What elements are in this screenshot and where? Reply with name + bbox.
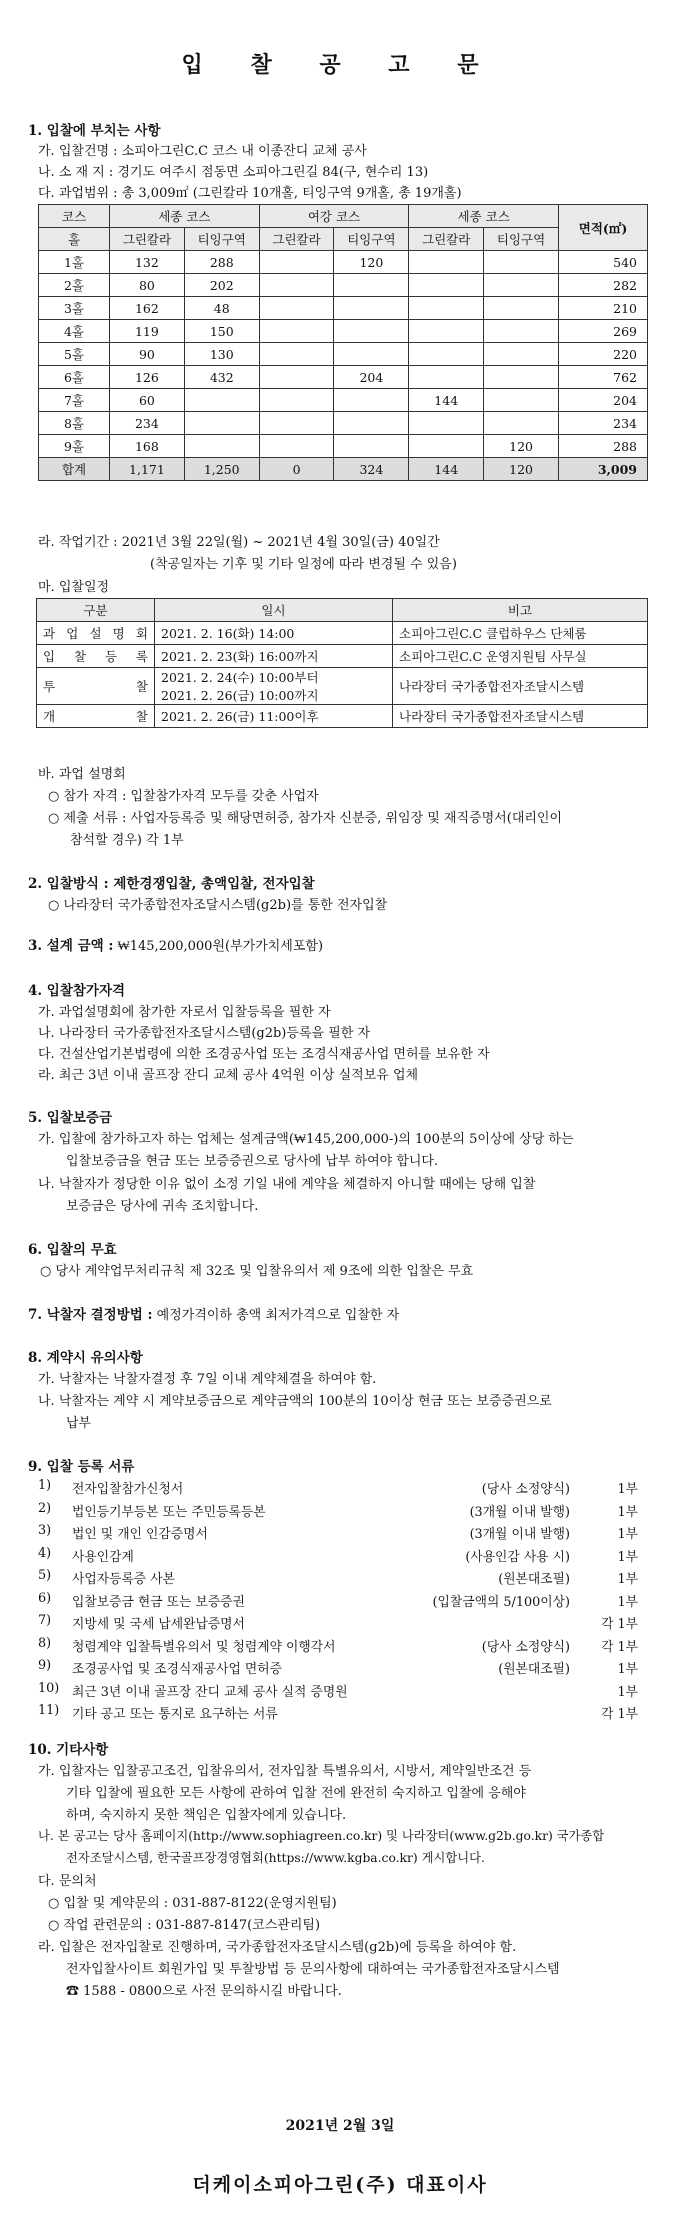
s6-line: ○ 당사 계약업무처리규칙 제 32조 및 입찰유의서 제 9조에 의한 입찰은 무효 xyxy=(40,1264,474,1279)
s5-item: 나. 낙찰자가 정당한 이유 없이 소정 기일 내에 계약을 체결하지 아니할 때에는 당해 입찰 xyxy=(38,1177,536,1192)
table-cell: 204 xyxy=(334,366,409,389)
section-7-heading: 7. 낙찰자 결정방법 : xyxy=(28,1307,153,1323)
schedule-type-char: 개 xyxy=(43,709,56,724)
hole-label: 3홀 xyxy=(39,297,110,320)
schedule-datetime xyxy=(155,705,393,728)
s4-item: 라. 최근 3년 이내 골프장 잔디 교체 공사 4억원 이상 실적보유 업체 xyxy=(38,1068,419,1083)
s10-line: 기타 입찰에 필요한 모든 사항에 관하여 입찰 전에 완전히 숙지하고 입찰에 응해야 xyxy=(66,1786,526,1801)
s10-line: 라. 입찰은 전자입찰로 진행하며, 국가종합전자조달시스템(g2b)에 등록을 하여야 함. xyxy=(38,1940,517,1955)
document-note: (당사 소정양식) xyxy=(481,1639,570,1655)
schedule-datetime-line: 2021. 2. 26(금) 10:00까지 xyxy=(161,688,319,703)
award-method: 예정가격이하 총액 최저가격으로 입찰한 자 xyxy=(152,1308,400,1323)
section-8-heading: 8. 계약시 유의사항 xyxy=(28,1350,143,1366)
document-number: 11) xyxy=(38,1703,60,1718)
document-item xyxy=(38,1568,638,1588)
table-cell xyxy=(259,435,334,458)
table-cell xyxy=(334,435,409,458)
th-tee: 티잉구역 xyxy=(484,228,559,251)
document-note: (3개월 이내 발행) xyxy=(469,1527,570,1542)
document-title: 조경공사업 및 조경식재공사업 면허증 xyxy=(72,1662,282,1677)
schedule-note: 소피아그린C.C 운영지원팀 사무실 xyxy=(393,645,648,668)
area-cell: 540 xyxy=(559,251,648,274)
section-7 xyxy=(28,1303,399,1323)
schedule-type-char: 명 xyxy=(112,626,125,641)
area-cell: 234 xyxy=(559,412,648,435)
document-quantity: 1부 xyxy=(617,1504,638,1520)
schedule-table xyxy=(36,598,648,728)
document-number: 9) xyxy=(38,1658,52,1673)
table-cell xyxy=(184,389,259,412)
table-cell xyxy=(409,251,484,274)
table-cell: 126 xyxy=(110,366,185,389)
s5-item-cont: 보증금은 당사에 귀속 조치합니다. xyxy=(66,1199,259,1214)
page-title: 입 찰 공 고 문 xyxy=(181,52,499,78)
table-cell xyxy=(484,366,559,389)
table-cell xyxy=(484,412,559,435)
table-cell: 132 xyxy=(110,251,185,274)
table-cell: 168 xyxy=(110,435,185,458)
document-quantity: 1부 xyxy=(617,1684,638,1700)
document-title: 사용인감계 xyxy=(72,1549,134,1565)
sum-cell: 120 xyxy=(484,458,559,481)
document-title: 최근 3년 이내 골프장 잔디 교체 공사 실적 증명원 xyxy=(72,1684,348,1700)
document-number: 8) xyxy=(38,1635,52,1651)
s1-work-period: 라. 작업기간 : 2021년 3월 22일(월) ~ 2021년 4월 30일(금) 40일간 xyxy=(38,535,440,550)
document-number: 3) xyxy=(38,1523,52,1538)
table-cell: 119 xyxy=(110,320,185,343)
company-signature: 더케이소피아그린(주) 대표이사 xyxy=(192,2174,488,2196)
section-1-heading: 1. 입찰에 부치는 사항 xyxy=(28,123,161,139)
table-cell xyxy=(184,435,259,458)
announcement-date: 2021년 2월 3일 xyxy=(285,2118,395,2134)
sum-label: 합계 xyxy=(39,458,110,481)
s2-line: ○ 나라장터 국가종합전자조달시스템(g2b)를 통한 전자입찰 xyxy=(48,898,388,913)
document-quantity: 1부 xyxy=(617,1662,638,1677)
table-cell xyxy=(409,343,484,366)
document-item xyxy=(38,1636,638,1656)
table-row xyxy=(39,366,648,389)
table-cell xyxy=(484,389,559,412)
hole-label: 7홀 xyxy=(39,389,110,412)
table-cell xyxy=(259,251,334,274)
s1-scope: 다. 과업범위 : 총 3,009㎡ (그린칼라 10개홀, 티잉구역 9개홀, 총 19개홀) xyxy=(38,186,462,201)
table-cell: 144 xyxy=(409,389,484,412)
area-cell: 269 xyxy=(559,320,648,343)
schedule-type xyxy=(37,645,155,668)
s8-item-cont: 납부 xyxy=(66,1416,92,1431)
sum-cell: 0 xyxy=(259,458,334,481)
schedule-datetime-line: 2021. 2. 26(금) 11:00이후 xyxy=(161,709,319,724)
table-cell xyxy=(484,274,559,297)
hole-label: 2홀 xyxy=(39,274,110,297)
s10-line: 전자조달시스템, 한국골프장경영협회(https://www.kgba.co.kr) 게시합니다. xyxy=(66,1851,485,1865)
s5-item: 가. 입찰에 참가하고자 하는 업체는 설계금액(₩145,200,000-)의 100분의 5이상에 상당 하는 xyxy=(38,1132,574,1147)
area-cell: 288 xyxy=(559,435,648,458)
hole-label: 8홀 xyxy=(39,412,110,435)
schedule-type-char: 찰 xyxy=(135,709,148,724)
document-title: 법인 및 개인 인감증명서 xyxy=(72,1527,208,1542)
schedule-datetime xyxy=(155,622,393,645)
schedule-row xyxy=(37,622,648,645)
s4-item: 나. 나라장터 국가종합전자조달시스템(g2b)등록을 필한 자 xyxy=(38,1026,370,1041)
table-cell: 80 xyxy=(110,274,185,297)
document-note: (사용인감 사용 시) xyxy=(465,1549,570,1565)
table-row xyxy=(39,320,648,343)
document-title: 입찰보증금 현금 또는 보증증권 xyxy=(72,1594,245,1610)
table-row xyxy=(39,343,648,366)
s10-line: 가. 입찰자는 입찰공고조건, 입찰유의서, 전자입찰 특별유의서, 시방서, 계약일반조건 등 xyxy=(38,1764,532,1779)
s5-item-cont: 입찰보증금을 현금 또는 보증증권으로 당사에 납부 하여야 합니다. xyxy=(66,1154,439,1169)
document-note: (입찰금액의 5/100이상) xyxy=(432,1594,570,1610)
table-cell xyxy=(484,297,559,320)
table-cell xyxy=(259,274,334,297)
table-cell: 234 xyxy=(110,412,185,435)
table-row xyxy=(39,251,648,274)
hole-label: 1홀 xyxy=(39,251,110,274)
sched-h-note: 비고 xyxy=(393,599,648,622)
th-green: 그린칼라 xyxy=(110,228,185,251)
s8-item: 나. 낙찰자는 계약 시 계약보증금으로 계약금액의 100분의 10이상 현금 또는 보증증권으로 xyxy=(38,1394,552,1409)
table-row xyxy=(39,435,648,458)
section-6-heading: 6. 입찰의 무효 xyxy=(28,1242,117,1258)
table-cell xyxy=(334,412,409,435)
schedule-type xyxy=(37,622,155,645)
document-item xyxy=(38,1501,638,1521)
table-row xyxy=(39,389,648,412)
table-cell xyxy=(259,366,334,389)
document-number: 5) xyxy=(38,1568,52,1583)
s10-line: 하며, 숙지하지 못한 책임은 입찰자에게 있습니다. xyxy=(66,1808,347,1823)
document-quantity: 각 1부 xyxy=(601,1707,638,1722)
sum-cell: 1,171 xyxy=(110,458,185,481)
table-cell xyxy=(259,320,334,343)
document-item xyxy=(38,1546,638,1566)
s10-line: 나. 본 공고는 당사 홈페이지(http://www.sophiagreen.co.kr) 및 나라장터(www.g2b.go.kr) 국가종합 xyxy=(38,1829,605,1843)
th-group-1: 세종 코스 xyxy=(110,205,260,228)
th-group-2: 여강 코스 xyxy=(259,205,409,228)
table-row xyxy=(39,274,648,297)
table-row xyxy=(39,412,648,435)
hole-label: 5홀 xyxy=(39,343,110,366)
document-number: 2) xyxy=(38,1500,52,1516)
document-note: (원본대조필) xyxy=(498,1572,570,1587)
table-cell: 60 xyxy=(110,389,185,412)
s1-schedule-heading: 마. 입찰일정 xyxy=(38,580,110,595)
table-cell: 288 xyxy=(184,251,259,274)
table-cell xyxy=(334,297,409,320)
th-area: 면적(㎡) xyxy=(559,205,648,251)
table-cell xyxy=(484,343,559,366)
document-item xyxy=(38,1478,638,1498)
schedule-datetime-line: 2021. 2. 23(화) 16:00까지 xyxy=(161,649,319,664)
document-item xyxy=(38,1523,638,1543)
design-amount: ₩145,200,000원(부가가치세포함) xyxy=(113,939,324,954)
schedule-datetime xyxy=(155,645,393,668)
area-cell: 204 xyxy=(559,389,648,412)
document-number: 7) xyxy=(38,1613,52,1628)
document-title: 사업자등록증 사본 xyxy=(72,1572,175,1587)
s1-briefing-qualification: ○ 참가 자격 : 입찰참가자격 모두를 갖춘 사업자 xyxy=(48,789,319,804)
document-quantity: 1부 xyxy=(617,1549,638,1565)
area-cell: 762 xyxy=(559,366,648,389)
sum-cell: 324 xyxy=(334,458,409,481)
area-cell: 282 xyxy=(559,274,648,297)
document-item xyxy=(38,1681,638,1701)
document-quantity: 각 1부 xyxy=(601,1617,638,1632)
document-quantity: 1부 xyxy=(617,1594,638,1610)
section-4-heading: 4. 입찰참가자격 xyxy=(28,983,126,999)
table-cell: 432 xyxy=(184,366,259,389)
section-10-heading: 10. 기타사항 xyxy=(28,1742,109,1758)
schedule-type-char: 입 xyxy=(43,649,56,664)
sched-h-datetime: 일시 xyxy=(155,599,393,622)
s1-location: 나. 소 재 지 : 경기도 여주시 점동면 소피아그린길 84(구, 현수리 13) xyxy=(38,165,429,180)
table-cell xyxy=(409,412,484,435)
table-cell xyxy=(184,412,259,435)
document-quantity: 1부 xyxy=(617,1527,638,1542)
s4-item: 다. 건설산업기본법령에 의한 조경공사업 또는 조경식재공사업 면허를 보유한 자 xyxy=(38,1047,490,1062)
table-cell: 48 xyxy=(184,297,259,320)
th-tee: 티잉구역 xyxy=(334,228,409,251)
hole-label: 9홀 xyxy=(39,435,110,458)
document-note: (3개월 이내 발행) xyxy=(469,1504,570,1520)
table-cell xyxy=(259,343,334,366)
table-cell xyxy=(409,297,484,320)
table-cell xyxy=(334,343,409,366)
document-quantity: 1부 xyxy=(617,1482,638,1497)
section-2-heading: 2. 입찰방식 : 제한경쟁입찰, 총액입찰, 전자입찰 xyxy=(28,876,315,892)
document-note: (당사 소정양식) xyxy=(481,1482,570,1497)
table-cell: 120 xyxy=(484,435,559,458)
th-green: 그린칼라 xyxy=(409,228,484,251)
document-number: 10) xyxy=(38,1680,60,1696)
section-9-heading: 9. 입찰 등록 서류 xyxy=(28,1459,135,1475)
schedule-type-char: 록 xyxy=(135,649,148,664)
table-cell xyxy=(334,320,409,343)
sched-h-type: 구분 xyxy=(37,599,155,622)
s1-briefing-docs-cont: 참석할 경우) 각 1부 xyxy=(70,833,184,848)
schedule-note: 나라장터 국가종합전자조달시스템 xyxy=(393,668,648,705)
document-item xyxy=(38,1658,638,1678)
schedule-type-char: 과 xyxy=(43,626,56,641)
document-quantity: 1부 xyxy=(617,1572,638,1587)
table-cell: 130 xyxy=(184,343,259,366)
table-cell: 120 xyxy=(334,251,409,274)
s1-project-name: 가. 입찰건명 : 소피아그린C.C 코스 내 이종잔디 교체 공사 xyxy=(38,144,367,159)
document-item xyxy=(38,1703,638,1723)
area-table xyxy=(38,204,648,481)
document-title: 법인등기부등본 또는 주민등록등본 xyxy=(72,1504,266,1520)
table-cell xyxy=(409,366,484,389)
s4-item: 가. 과업설명회에 참가한 자로서 입찰등록을 필한 자 xyxy=(38,1005,331,1020)
schedule-note: 나라장터 국가종합전자조달시스템 xyxy=(393,705,648,728)
sum-cell: 1,250 xyxy=(184,458,259,481)
document-item xyxy=(38,1613,638,1633)
section-5-heading: 5. 입찰보증금 xyxy=(28,1110,112,1126)
schedule-row xyxy=(37,645,648,668)
hole-label: 4홀 xyxy=(39,320,110,343)
s10-phone-line: ☎ 1588 - 0800으로 사전 문의하시길 바랍니다. xyxy=(66,1984,342,1999)
th-green: 그린칼라 xyxy=(259,228,334,251)
s10-line: 전자입찰사이트 회원가입 및 투찰방법 등 문의사항에 대하여는 국가종합전자조달시스템 xyxy=(66,1962,560,1977)
s10-contact-work: ○ 작업 관련문의 : 031-887-8147(코스관리팀) xyxy=(48,1918,321,1933)
schedule-row xyxy=(37,705,648,728)
schedule-type-char: 회 xyxy=(135,626,148,641)
document-item xyxy=(38,1591,638,1611)
schedule-datetime-line: 2021. 2. 16(화) 14:00 xyxy=(161,626,295,641)
table-cell xyxy=(484,251,559,274)
document-title: 청렴계약 입찰특별유의서 및 청렴계약 이행각서 xyxy=(72,1639,336,1655)
document-number: 6) xyxy=(38,1590,52,1606)
section-3 xyxy=(28,934,323,954)
table-cell xyxy=(409,274,484,297)
table-cell xyxy=(334,274,409,297)
hole-label: 6홀 xyxy=(39,366,110,389)
schedule-type-char: 등 xyxy=(104,649,118,664)
table-cell xyxy=(334,389,409,412)
schedule-type-char: 찰 xyxy=(135,679,148,694)
table-sum-row xyxy=(39,458,648,481)
s1-briefing-docs: ○ 제출 서류 : 사업자등록증 및 해당면허증, 참가자 신분증, 위임장 및 재직증명서(대리인이 xyxy=(48,811,563,826)
table-cell: 162 xyxy=(110,297,185,320)
table-cell xyxy=(409,320,484,343)
s8-item: 가. 낙찰자는 낙찰자결정 후 7일 이내 계약체결을 하여야 함. xyxy=(38,1372,377,1387)
s1-work-period-note: (착공일자는 기후 및 기타 일정에 따라 변경될 수 있음) xyxy=(150,557,457,572)
area-cell: 210 xyxy=(559,297,648,320)
schedule-type-char: 투 xyxy=(43,679,56,694)
schedule-row xyxy=(37,668,648,705)
table-cell: 90 xyxy=(110,343,185,366)
document-title: 기타 공고 또는 통지로 요구하는 서류 xyxy=(72,1707,278,1722)
th-course: 코스 xyxy=(39,205,110,228)
table-cell xyxy=(259,389,334,412)
schedule-note: 소피아그린C.C 클럽하우스 단체룸 xyxy=(393,622,648,645)
table-cell xyxy=(484,320,559,343)
document-quantity: 각 1부 xyxy=(601,1639,638,1655)
schedule-type xyxy=(37,705,155,728)
document-title: 전자입찰참가신청서 xyxy=(72,1482,184,1497)
schedule-datetime-line: 2021. 2. 24(수) 10:00부터 xyxy=(161,670,319,685)
schedule-type-char: 찰 xyxy=(73,649,87,664)
table-cell: 150 xyxy=(184,320,259,343)
area-cell: 220 xyxy=(559,343,648,366)
th-hole: 홀 xyxy=(39,228,110,251)
table-cell xyxy=(409,435,484,458)
s10-contact-heading: 다. 문의처 xyxy=(38,1874,97,1889)
sum-cell: 144 xyxy=(409,458,484,481)
schedule-type xyxy=(37,668,155,705)
table-row xyxy=(39,297,648,320)
s1-briefing-heading: 바. 과업 설명회 xyxy=(38,767,126,782)
th-group-3: 세종 코스 xyxy=(409,205,559,228)
table-cell xyxy=(259,412,334,435)
s10-contact-bid: ○ 입찰 및 계약문의 : 031-887-8122(운영지원팀) xyxy=(48,1896,337,1911)
schedule-type-char: 업 xyxy=(66,626,79,641)
document-title: 지방세 및 국세 납세완납증명서 xyxy=(72,1617,245,1632)
table-cell: 202 xyxy=(184,274,259,297)
schedule-type-char: 설 xyxy=(89,626,102,641)
th-tee: 티잉구역 xyxy=(184,228,259,251)
table-cell xyxy=(259,297,334,320)
document-number: 4) xyxy=(38,1545,52,1561)
document-number: 1) xyxy=(38,1478,52,1493)
section-3-heading: 3. 설계 금액 : xyxy=(28,938,114,954)
sum-area: 3,009 xyxy=(559,458,648,481)
document-note: (원본대조필) xyxy=(498,1662,570,1677)
schedule-datetime xyxy=(155,668,393,705)
